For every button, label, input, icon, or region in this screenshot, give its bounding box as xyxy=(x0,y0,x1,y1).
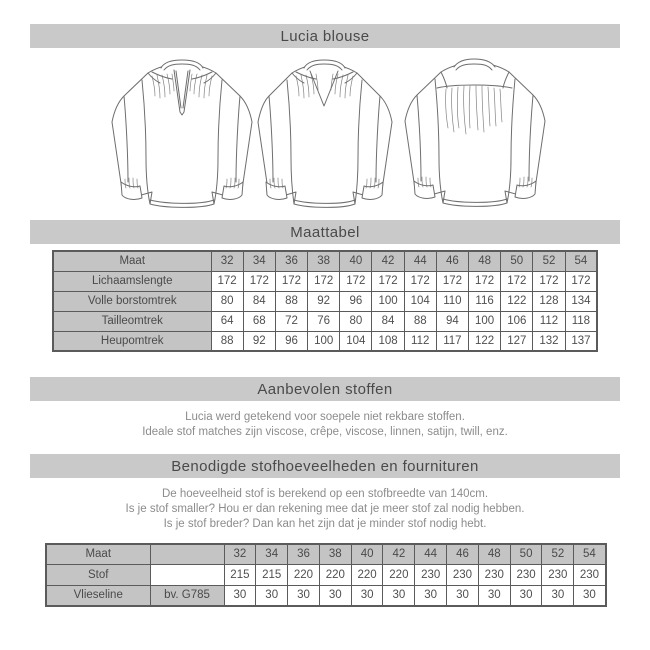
cell: 220 xyxy=(351,564,383,585)
fabric-header-size: 48 xyxy=(478,544,510,564)
cell: 30 xyxy=(224,585,256,606)
measure-section-bar xyxy=(30,220,620,244)
cell: 30 xyxy=(256,585,288,606)
cell: 88 xyxy=(404,311,436,331)
measure-header-size: 42 xyxy=(372,251,404,271)
cell: 230 xyxy=(415,564,447,585)
cell: 117 xyxy=(436,331,468,351)
page-title: Lucia blouse xyxy=(280,27,370,45)
measure-header-size: 50 xyxy=(501,251,533,271)
measure-header-size: 54 xyxy=(565,251,597,271)
technical-drawings xyxy=(0,52,650,212)
cell: 230 xyxy=(542,564,574,585)
cell: 172 xyxy=(243,271,275,291)
cell: 94 xyxy=(436,311,468,331)
fabric-quantity-table xyxy=(45,543,607,607)
illustration-back-yoke xyxy=(405,59,545,206)
quantity-section-bar xyxy=(30,454,620,478)
fabric-header-note xyxy=(150,544,224,564)
table-row xyxy=(53,331,597,351)
measure-header-size: 36 xyxy=(275,251,307,271)
row-label: Heupomtrek xyxy=(53,331,211,351)
cell: 30 xyxy=(415,585,447,606)
cell: 92 xyxy=(308,291,340,311)
cell: 30 xyxy=(383,585,415,606)
cell: 88 xyxy=(275,291,307,311)
cell: 172 xyxy=(533,271,565,291)
fabric-header-size: 54 xyxy=(574,544,606,564)
cell: 116 xyxy=(469,291,501,311)
fabric-header-size: 42 xyxy=(383,544,415,564)
cell: 215 xyxy=(256,564,288,585)
row-note xyxy=(150,564,224,585)
cell: 92 xyxy=(243,331,275,351)
table-row xyxy=(53,271,597,291)
row-label: Stof xyxy=(46,564,150,585)
cell: 220 xyxy=(383,564,415,585)
cell: 30 xyxy=(574,585,606,606)
cell: 100 xyxy=(308,331,340,351)
cell: 106 xyxy=(501,311,533,331)
table-row xyxy=(53,311,597,331)
cell: 30 xyxy=(288,585,320,606)
cell: 172 xyxy=(275,271,307,291)
fabric-line: Lucia werd getekend voor soepele niet rekbare stoffen. xyxy=(185,411,465,423)
row-label: Vlieseline xyxy=(46,585,150,606)
cell: 172 xyxy=(340,271,372,291)
cell: 110 xyxy=(436,291,468,311)
fabric-line: Ideale stof matches zijn viscose, crêpe, viscose, linnen, satijn, twill, enz. xyxy=(142,426,508,438)
cell: 127 xyxy=(501,331,533,351)
cell: 84 xyxy=(243,291,275,311)
fabric-header-size: 40 xyxy=(351,544,383,564)
fabric-header-size: 46 xyxy=(447,544,479,564)
fabric-section-title: Aanbevolen stoffen xyxy=(257,380,393,398)
fabric-header-size: 44 xyxy=(415,544,447,564)
row-label: Lichaamslengte xyxy=(53,271,211,291)
measure-section-title: Maattabel xyxy=(290,223,360,241)
cell: 96 xyxy=(340,291,372,311)
measure-header-size: 32 xyxy=(211,251,243,271)
cell: 172 xyxy=(436,271,468,291)
fabric-section-bar xyxy=(30,377,620,401)
cell: 84 xyxy=(372,311,404,331)
measure-header-size: 48 xyxy=(469,251,501,271)
cell: 172 xyxy=(565,271,597,291)
cell: 230 xyxy=(478,564,510,585)
fabric-header-size: 34 xyxy=(256,544,288,564)
cell: 230 xyxy=(574,564,606,585)
cell: 100 xyxy=(469,311,501,331)
cell: 132 xyxy=(533,331,565,351)
cell: 30 xyxy=(447,585,479,606)
cell: 172 xyxy=(404,271,436,291)
cell: 172 xyxy=(308,271,340,291)
cell: 88 xyxy=(211,331,243,351)
cell: 137 xyxy=(565,331,597,351)
cell: 220 xyxy=(319,564,351,585)
cell: 112 xyxy=(404,331,436,351)
cell: 30 xyxy=(478,585,510,606)
quantity-line: De hoeveelheid stof is berekend op een stofbreedte van 140cm. xyxy=(161,488,489,500)
cell: 80 xyxy=(340,311,372,331)
cell: 230 xyxy=(447,564,479,585)
measure-header-size: 38 xyxy=(308,251,340,271)
cell: 128 xyxy=(533,291,565,311)
row-note: bv. G785 xyxy=(150,585,224,606)
cell: 64 xyxy=(211,311,243,331)
fabric-header-size: 38 xyxy=(319,544,351,564)
cell: 230 xyxy=(510,564,542,585)
measurement-table xyxy=(52,250,598,352)
cell: 215 xyxy=(224,564,256,585)
table-row xyxy=(53,291,597,311)
cell: 220 xyxy=(288,564,320,585)
table-row xyxy=(46,564,606,585)
measure-header-size: 34 xyxy=(243,251,275,271)
cell: 96 xyxy=(275,331,307,351)
illustration-front-v-neck xyxy=(258,60,392,207)
illustration-front-split-v-neck xyxy=(112,60,252,207)
table-header-row xyxy=(53,251,597,271)
cell: 72 xyxy=(275,311,307,331)
quantity-section-title: Benodigde stofhoeveelheden en fournituren xyxy=(171,457,479,475)
row-label: Volle borstomtrek xyxy=(53,291,211,311)
cell: 172 xyxy=(372,271,404,291)
measure-header-size: 40 xyxy=(340,251,372,271)
page-title-bar xyxy=(30,24,620,48)
fabric-header-size: 32 xyxy=(224,544,256,564)
quantity-line: Is je stof breder? Dan kan het zijn dat je minder stof nodig hebt. xyxy=(163,518,487,530)
cell: 122 xyxy=(469,331,501,351)
table-header-row xyxy=(46,544,606,564)
quantity-line: Is je stof smaller? Hou er dan rekening mee dat je meer stof zal nodig hebben. xyxy=(125,503,525,515)
measure-header-label: Maat xyxy=(53,251,211,271)
fabric-header-size: 36 xyxy=(288,544,320,564)
cell: 80 xyxy=(211,291,243,311)
measure-header-size: 46 xyxy=(436,251,468,271)
row-label: Tailleomtrek xyxy=(53,311,211,331)
cell: 30 xyxy=(510,585,542,606)
cell: 104 xyxy=(340,331,372,351)
cell: 108 xyxy=(372,331,404,351)
measure-header-size: 44 xyxy=(404,251,436,271)
table-row xyxy=(46,585,606,606)
cell: 172 xyxy=(501,271,533,291)
cell: 122 xyxy=(501,291,533,311)
cell: 134 xyxy=(565,291,597,311)
fabric-header-size: 52 xyxy=(542,544,574,564)
cell: 104 xyxy=(404,291,436,311)
fabric-description xyxy=(0,410,650,440)
measure-header-size: 52 xyxy=(533,251,565,271)
cell: 112 xyxy=(533,311,565,331)
cell: 68 xyxy=(243,311,275,331)
cell: 30 xyxy=(351,585,383,606)
fabric-header-label: Maat xyxy=(46,544,150,564)
cell: 30 xyxy=(542,585,574,606)
cell: 100 xyxy=(372,291,404,311)
quantity-description xyxy=(0,487,650,532)
cell: 172 xyxy=(469,271,501,291)
cell: 76 xyxy=(308,311,340,331)
fabric-header-size: 50 xyxy=(510,544,542,564)
cell: 118 xyxy=(565,311,597,331)
cell: 172 xyxy=(211,271,243,291)
cell: 30 xyxy=(319,585,351,606)
